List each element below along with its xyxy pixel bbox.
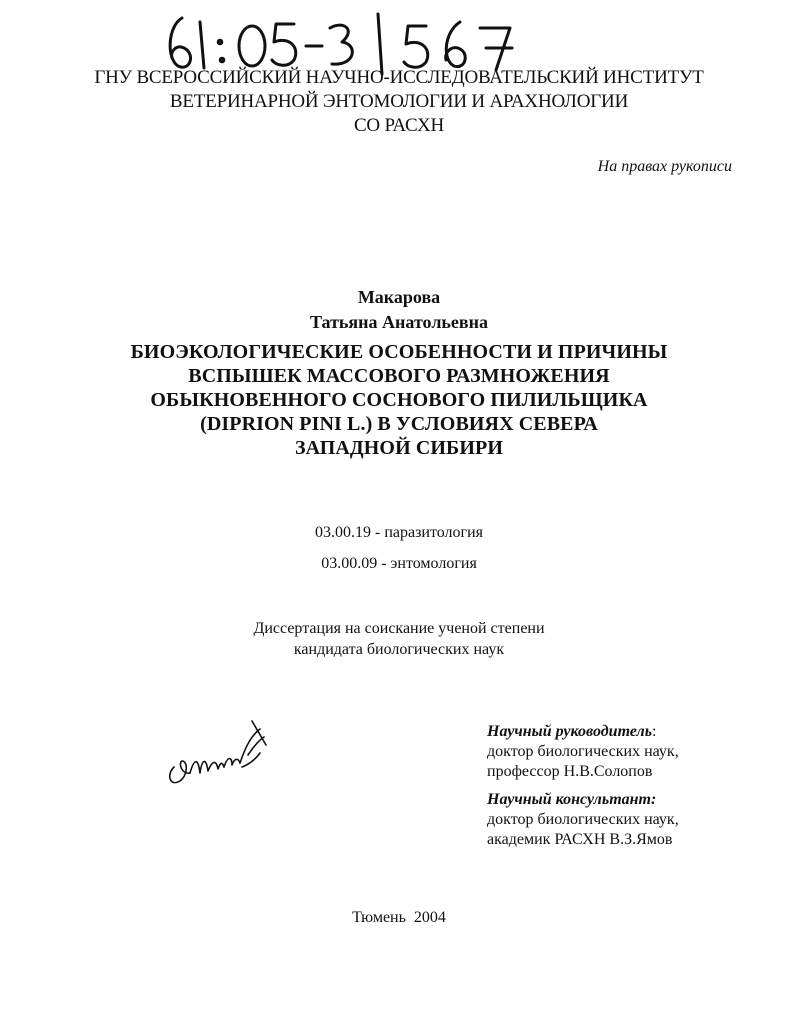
title-line-4: (DIPRION PINI L.) В УСЛОВИЯХ СЕВЕРА — [200, 413, 598, 435]
supervisor-role-label: Научный руководитель — [487, 723, 653, 740]
supervisor-name: профессор Н.В.Солопов — [487, 763, 653, 780]
dissertation-title — [0, 340, 798, 460]
specialty-parasitology: 03.00.19 - паразитология — [314, 524, 483, 541]
supervisor-degree: доктор биологических наук, — [487, 743, 679, 760]
title-line-3: ОБЫКНОВЕННОГО СОСНОВОГО ПИЛИЛЬЩИКА — [150, 389, 648, 411]
title-line-1: БИОЭКОЛОГИЧЕСКИЕ ОСОБЕННОСТИ И ПРИЧИНЫ — [130, 341, 668, 363]
advisors-block — [487, 722, 679, 850]
dissertation-line-1: Диссертация на соискание ученой степени — [253, 620, 545, 637]
title-line-5: ЗАПАДНОЙ СИБИРИ — [295, 437, 503, 459]
institute-line-1: ГНУ ВСЕРОССИЙСКИЙ НАУЧНО-ИССЛЕДОВАТЕЛЬСКИЙ ИНСТИТУТ — [94, 67, 704, 88]
institute-header — [0, 66, 798, 138]
city-year: Тюмень 2004 — [352, 909, 446, 926]
dissertation-degree — [0, 618, 798, 660]
institute-line-3: СО РАСХН — [353, 115, 445, 136]
institute-line-2: ВЕТЕРИНАРНОЙ ЭНТОМОЛОГИИ И АРАХНОЛОГИИ — [169, 91, 629, 112]
supervisor-role — [487, 722, 679, 742]
manuscript-note: На правах рукописи — [597, 158, 732, 175]
supervisor-role-colon: : — [652, 723, 657, 740]
dissertation-line-2: кандидата биологических наук — [293, 641, 505, 658]
specialty-entomology: 03.00.09 - энтомология — [321, 555, 477, 572]
consultant-degree: доктор биологических наук, — [487, 811, 679, 828]
consultant-role: Научный консультант: — [487, 791, 657, 808]
consultant-name: академик РАСХН В.З.Ямов — [487, 831, 673, 848]
author-signature — [160, 715, 280, 795]
author-block — [0, 285, 798, 335]
title-line-2: ВСПЫШЕК МАССОВОГО РАЗМНОЖЕНИЯ — [188, 365, 610, 387]
author-given-names: Татьяна Анатольевна — [309, 312, 489, 332]
author-surname: Макарова — [357, 287, 441, 307]
